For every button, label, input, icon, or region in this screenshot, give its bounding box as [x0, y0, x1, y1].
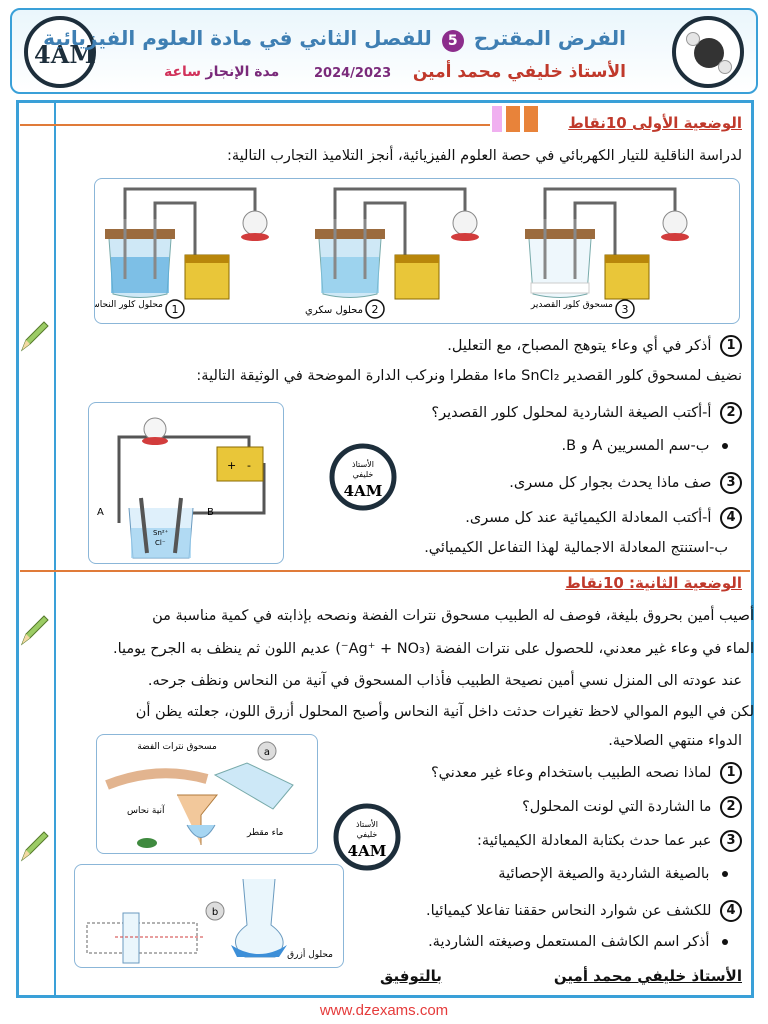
exam-number-badge: 5 — [442, 30, 464, 52]
pencil-icon — [18, 828, 52, 864]
q-number: 2 — [720, 796, 742, 818]
teacher-name: الأستاذ خليفي محمد أمين — [412, 62, 626, 82]
q-number: 4 — [720, 900, 742, 922]
footer-teacher: الأستاذ خليفي محمد أمين — [553, 967, 742, 985]
teacher-logo — [330, 800, 404, 874]
figure-label: B — [207, 507, 214, 518]
duration-label: مدة الإنجاز — [205, 64, 280, 80]
q-text: عبر عما حدث بكتابة المعادلة الكيميائية: — [477, 833, 712, 849]
svg-text:2: 2 — [371, 303, 379, 316]
section2-q2 — [522, 796, 742, 818]
electrolysis-figure — [88, 402, 284, 564]
figure-label: الأستاذ — [352, 460, 374, 469]
figure-label: خليفي — [356, 830, 378, 839]
duration-value: ساعة — [164, 64, 202, 80]
section2-title: الوضعية الثانية: 10نقاط — [565, 574, 742, 592]
exam-title-pre: الفرض المقترح — [473, 26, 626, 50]
figure-label: محلول سكري — [305, 305, 363, 316]
q-number: 3 — [720, 830, 742, 852]
figure-label: 4AM — [347, 842, 387, 860]
section2-q4b — [428, 934, 728, 950]
svg-text:3: 3 — [621, 303, 629, 316]
svg-text:+: + — [227, 459, 237, 472]
teacher-logo — [326, 440, 400, 514]
section1-intro: لدراسة الناقلية للتيار الكهربائي في حصة العلوم الفيزيائية، أنجز التلاميذ التجارب التالية: — [226, 148, 742, 164]
figure-label: Cl⁻ — [155, 539, 166, 547]
figure-a — [96, 734, 318, 854]
section2-p2: الماء في وعاء غير معدني، للحصول على نترات الفضة (Ag⁺ + NO₃⁻) عديم اللون ثم ينظف به الجرح يوميا. — [113, 641, 754, 657]
q-text: للكشف عن شوارد النحاس حققنا تفاعلا كيميائيا. — [426, 903, 712, 919]
header-banner — [10, 8, 758, 94]
exam-title — [43, 26, 626, 52]
section1-title: الوضعية الأولى 10نقاط — [568, 114, 742, 132]
molecule-logo-icon — [672, 16, 744, 88]
figure-label: b — [211, 907, 219, 918]
section2-divider — [20, 570, 750, 572]
pencil-icon — [18, 612, 52, 648]
q-number: 1 — [720, 335, 742, 357]
section1-divider — [20, 124, 490, 126]
figure-label: مسحوق كلور القصدير — [530, 300, 613, 310]
svg-text:-: - — [247, 459, 251, 472]
section1-q2a — [431, 402, 742, 424]
section2-p1: أصيب أمين بحروق بليغة، فوصف له الطبيب مسحوق نترات الفضة ونصحه بإذابته في كمية مناسبة من — [152, 608, 754, 624]
section2-q1 — [431, 762, 742, 784]
section1-q1 — [447, 335, 742, 357]
section2-q3 — [477, 830, 742, 852]
q-text: أ-أكتب المعادلة الكيميائية عند كل مسرى. — [465, 510, 712, 526]
section2-p5: الدواء منتهي الصلاحية. — [608, 733, 742, 749]
section1-line2: نضيف لمسحوق كلور القصدير SnCl₂ ماءا مقطرا ونركب الدارة الموضحة في الوثيقة التالية: — [196, 368, 742, 384]
q-text: أذكر في أي وعاء يتوهج المصباح، مع التعليل. — [447, 338, 712, 354]
bullet-icon — [722, 871, 728, 877]
q-text: بالصيغة الشاردية والصيغة الإحصائية — [498, 866, 710, 882]
section1-q4a — [465, 507, 742, 529]
pencil-icon — [18, 318, 52, 354]
section1-q2b — [562, 438, 728, 454]
footer-wish: بالتوفيق — [380, 967, 442, 985]
margin-line — [54, 100, 56, 998]
q-text: صف ماذا يحدث بجوار كل مسرى. — [509, 475, 712, 491]
q-number: 4 — [720, 507, 742, 529]
figure-label: الأستاذ — [356, 820, 378, 829]
q-text: أ-أكتب الصيغة الشاردية لمحلول كلور القصدير؟ — [431, 405, 712, 421]
figure-label: خليفي — [352, 470, 374, 479]
figure-label: Sn²⁺ — [153, 529, 169, 537]
q-text: ما الشاردة التي لونت المحلول؟ — [522, 799, 712, 815]
exam-title-post: للفصل الثاني في مادة العلوم الفيزيائية — [43, 26, 432, 50]
exp1-label: محلول كلور النحاس — [95, 300, 163, 310]
q-text: ب-سم المسريين A و B. — [561, 438, 710, 454]
bullet-icon — [722, 443, 728, 449]
figure-label: A — [97, 507, 104, 518]
figure-label: ماء مقطر — [247, 828, 284, 838]
figure-label: آنية نحاس — [127, 806, 165, 816]
q-number: 2 — [720, 402, 742, 424]
q-number: 3 — [720, 472, 742, 494]
figure-label: a — [263, 747, 271, 758]
figure-label: محلول أزرق — [287, 950, 333, 960]
figure-b — [74, 864, 344, 968]
svg-text:1: 1 — [171, 303, 179, 316]
school-year: 2024/2023 — [314, 66, 392, 81]
q-number: 1 — [720, 762, 742, 784]
figure-label: مسحوق نترات الفضة — [137, 742, 217, 752]
section1-q3 — [509, 472, 742, 494]
brand-logo-text: 4AM — [34, 40, 96, 69]
section2-p3: عند عودته الى المنزل نسي أمين نصيحة الطبيب فأذاب المسحوق في آنية من النحاس ونظف جرحه. — [147, 673, 742, 689]
bullet-icon — [722, 939, 728, 945]
experiments-figure — [94, 178, 740, 324]
section2-p4: لكن في اليوم الموالي لاحظ تغيرات حدثت داخل آنية النحاس وأصبح المحلول أزرق اللون، جعلته يظن أن — [135, 704, 754, 720]
decor-blocks — [488, 106, 538, 136]
section2-q3b — [498, 866, 728, 882]
duration — [164, 64, 279, 80]
q-text: أذكر اسم الكاشف المستعمل وصيغته الشاردية. — [428, 934, 710, 950]
q-text: لماذا نصحه الطبيب باستخدام وعاء غير معدني؟ — [430, 765, 712, 781]
site-link[interactable]: www.dzexams.com — [319, 1002, 449, 1019]
section2-q4 — [426, 900, 742, 922]
figure-label: 4AM — [343, 482, 383, 500]
section1-q4b: ب-استنتج المعادلة الاجمالية لهذا التفاعل الكيميائي. — [424, 540, 728, 556]
